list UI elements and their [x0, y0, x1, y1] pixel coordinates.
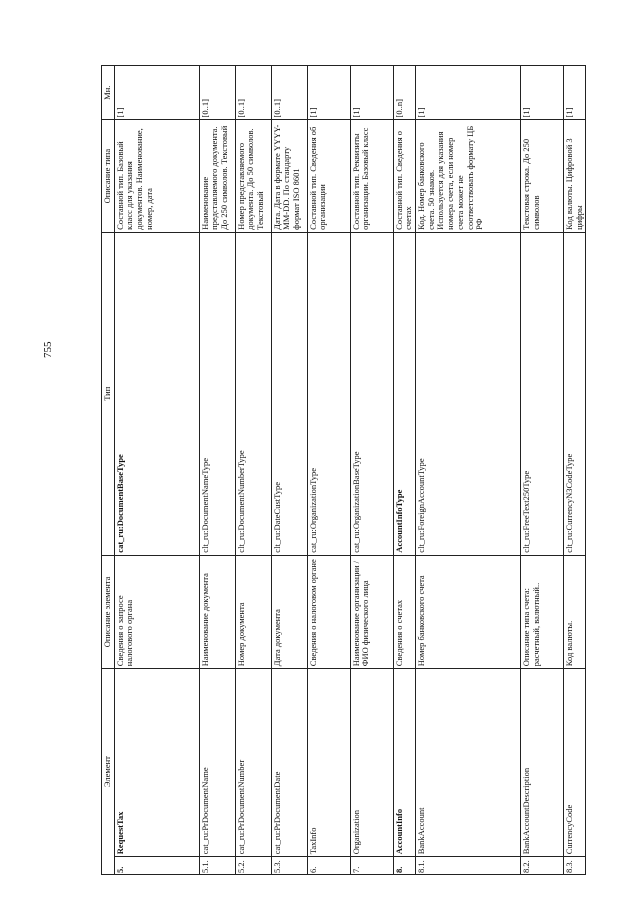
table-row [114, 66, 199, 875]
multiplicity: [0..1] [235, 66, 271, 120]
type-description: Составной тип. Реквизиты организации. Базовый класс [350, 120, 393, 232]
type-name: clt_ru:CurrencyN3CodeType [564, 232, 586, 555]
table-row [521, 66, 564, 875]
multiplicity: [1] [416, 66, 521, 120]
table-row [271, 66, 307, 875]
element-description: Номер документа [235, 555, 271, 669]
multiplicity: [0..1] [271, 66, 307, 120]
type-name: cat_ru:OrganizationBaseType [350, 232, 393, 555]
type-name: cat_ru:DocumentBaseType [114, 232, 199, 555]
type-name: clt_ru:DateCustType [271, 232, 307, 555]
type-name: AccountInfoType [393, 232, 415, 555]
type-table [101, 65, 586, 875]
multiplicity: [0..n] [393, 66, 415, 120]
table-row [350, 66, 393, 875]
element-description: Номер банковского счета [416, 555, 521, 669]
type-name: clt_ru:DocumentNumberType [235, 232, 271, 555]
row-number: 5.2. [235, 857, 271, 875]
element-name: BankAccountDescription [521, 669, 564, 857]
row-number: 8.3. [564, 857, 586, 875]
row-number: 8.2. [521, 857, 564, 875]
row-number: 8.1. [416, 857, 521, 875]
table-body [114, 66, 586, 875]
multiplicity: [1] [114, 66, 199, 120]
header-type: Тип [102, 232, 115, 555]
table-header [102, 66, 115, 875]
row-number: 5.1. [199, 857, 235, 875]
element-description: Сведения о запросе налогового органа [114, 555, 199, 669]
multiplicity: [1] [564, 66, 586, 120]
multiplicity: [1] [350, 66, 393, 120]
row-number: 8. [393, 857, 415, 875]
multiplicity: [1] [307, 66, 350, 120]
type-name: clt_ru:DocumentNameType [199, 232, 235, 555]
table-row [416, 66, 521, 875]
table-row [564, 66, 586, 875]
type-name: clt_ru:ForeignAccountType [416, 232, 521, 555]
table-row [235, 66, 271, 875]
type-description: Дата. Дата в формате YYYY-MM-DD. По стандарту формат ISO 8601 [271, 120, 307, 232]
element-description: Описание типа счета: расчетный, валютный.. [521, 555, 564, 669]
type-description: Составной тип. Сведения о счетах [393, 120, 415, 232]
type-description: Код. Номер банковского счета. 50 знаков. Используется для указания номера счета, если номер счета может не соответствовать формату ЦБ РФ [416, 120, 521, 232]
table-row [307, 66, 350, 875]
element-description: Код валюты. [564, 555, 586, 669]
element-name: AccountInfo [393, 669, 415, 857]
type-description: Текстовая строка. До 250 символов [521, 120, 564, 232]
multiplicity: [1] [521, 66, 564, 120]
type-description: Код валюты. Цифровой 3 цифры [564, 120, 586, 232]
header-element-description: Описание элемента [102, 555, 115, 669]
type-name: clt_ru:FreeText250Type [521, 232, 564, 555]
element-name: cat_ru:PrDocumentName [199, 669, 235, 857]
element-name: cat_ru:PrDocumentDate [271, 669, 307, 857]
table-row [199, 66, 235, 875]
element-name: BankAccount [416, 669, 521, 857]
element-description: Наименование организации / ФИО физического лица [350, 555, 393, 669]
type-description: Составной тип. Сведения об организации [307, 120, 350, 232]
multiplicity: [0..1] [199, 66, 235, 120]
type-description: Наименование представляемого документа. До 250 символов. Текстовый [199, 120, 235, 232]
element-name: cat_ru:PrDocumentNumber [235, 669, 271, 857]
type-table-container [101, 65, 586, 875]
header-multiplicity: Мн. [102, 66, 115, 120]
element-description: Сведения о счетах [393, 555, 415, 669]
element-name: TaxInfo [307, 669, 350, 857]
row-number: 6. [307, 857, 350, 875]
element-name: Organization [350, 669, 393, 857]
page-number: 755 [42, 341, 54, 358]
element-name: CurrencyCode [564, 669, 586, 857]
row-number: 5. [114, 857, 199, 875]
element-description: Дата документа [271, 555, 307, 669]
type-name: cat_ru:OrganizationType [307, 232, 350, 555]
header-element: Элемент [102, 669, 115, 875]
header-type-description: Описание типа [102, 120, 115, 232]
element-description: Наименование документа [199, 555, 235, 669]
element-name: RequestTax [114, 669, 199, 857]
type-description: Номер представляемого документа. До 50 символов. Текстовый [235, 120, 271, 232]
element-description: Сведения о налоговом органе [307, 555, 350, 669]
type-description: Составной тип. Базовый класс для указания документов. Наименование, номер, дата [114, 120, 199, 232]
table-row [393, 66, 415, 875]
row-number: 5.3. [271, 857, 307, 875]
row-number: 7. [350, 857, 393, 875]
